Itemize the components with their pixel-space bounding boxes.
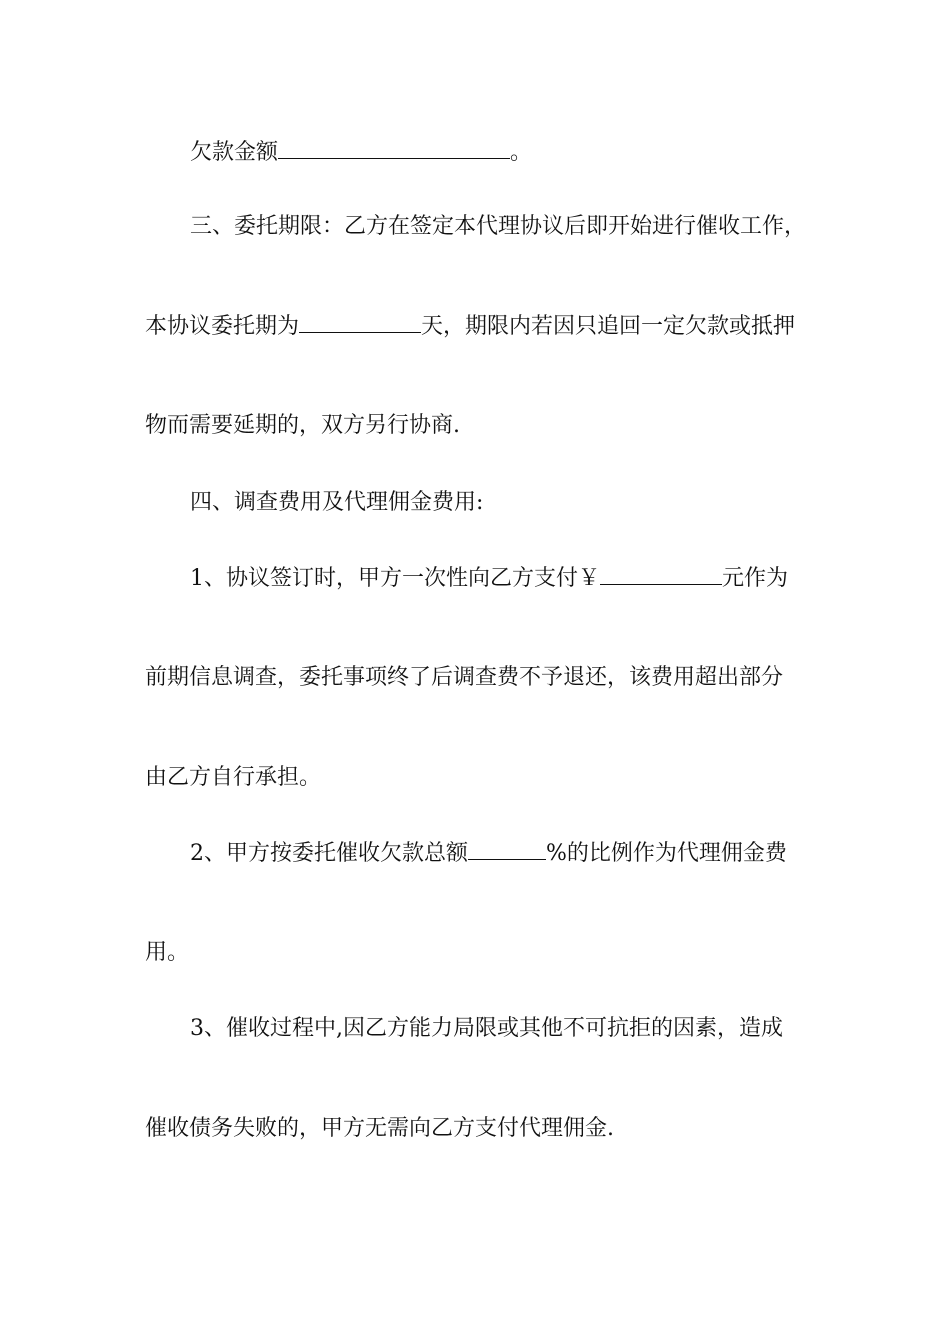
clause-three-line [190,1015,950,1043]
text-segment: 本协议委托期为 [145,314,300,339]
fill-in-blank[interactable] [278,140,510,159]
text-segment: 。 [510,140,533,165]
text-segment: 用。 [145,940,190,965]
text-segment: 3、催收过程中,因乙方能力局限或其他不可抗拒的因素，造成 [190,1016,783,1041]
commission-rate-line [190,840,950,868]
text-segment: 元作为 [722,566,789,591]
text-segment: 天，期限内若因只追回一定欠款或抵押 [421,314,796,339]
text-segment: 四、调查费用及代理佣金费用: [190,490,484,515]
text-segment: 物而需要延期的，双方另行协商. [145,413,460,438]
text-segment: 三、委托期限：乙方在签定本代理协议后即开始进行催收工作， [190,214,807,239]
text-segment: %的比例作为代理佣金费 [546,841,787,866]
commission-period-line [145,313,950,341]
fill-in-blank[interactable] [299,314,421,333]
section-three-heading-line [190,213,950,241]
paragraph-line [145,939,950,967]
paragraph-line [145,412,950,440]
text-segment: 前期信息调查，委托事项终了后调查费不予退还，该费用超出部分 [145,665,784,690]
fill-in-blank[interactable] [600,566,722,585]
debt-amount-line [190,139,950,167]
text-segment: 欠款金额 [190,140,279,165]
section-four-heading-line [190,489,950,517]
text-segment: 由乙方自行承担。 [145,765,322,790]
text-segment: 1、协议签订时，甲方一次性向乙方支付￥ [190,566,600,591]
investigation-fee-line [190,565,950,593]
text-segment: 催收债务失败的，甲方无需向乙方支付代理佣金. [145,1116,614,1141]
fill-in-blank[interactable] [468,841,546,860]
paragraph-line [145,1115,950,1143]
text-segment: 2、甲方按委托催收欠款总额 [190,841,468,866]
paragraph-line [145,664,950,692]
paragraph-line [145,764,950,792]
